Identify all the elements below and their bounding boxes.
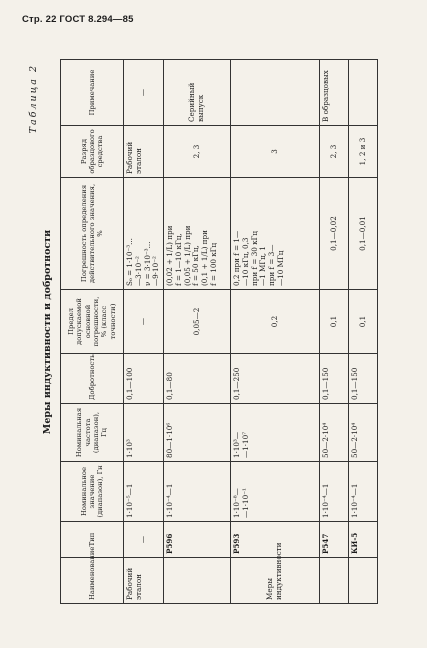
- cell-rank: 2, 3: [320, 126, 349, 178]
- header-row: [61, 60, 124, 604]
- col-error: Погрешность определения действительного значения, %: [61, 178, 124, 290]
- cell-limit: 0,1: [320, 290, 349, 354]
- col-frequency: Номинальная частота (диапазон), Гц: [61, 404, 124, 462]
- cell-nominal: 1·10⁻⁸— —1·10⁻¹: [231, 462, 320, 522]
- data-table: [60, 59, 378, 604]
- table-row: [164, 60, 231, 604]
- cell-quality: 0,1—80: [164, 354, 231, 404]
- cell-type: Р547: [320, 522, 349, 558]
- cell-nominal: 1·10⁻⁵—1: [124, 462, 164, 522]
- table-number: Таблица 2: [28, 64, 39, 134]
- cell-error: 0,2 при f = 1— —10 кГц, 0,3 при f = 30 кГц —1 МГц, 1 при f = 3— —10 МГц: [231, 178, 320, 290]
- cell-note: [231, 60, 320, 126]
- cell-limit: 0,1: [349, 290, 378, 354]
- rotated-page: [28, 60, 414, 604]
- cell-name: Рабочий эталон: [124, 558, 164, 604]
- table-row: [349, 60, 378, 604]
- cell-quality: 0,1—250: [231, 354, 320, 404]
- cell-rank: 2, 3: [164, 126, 231, 178]
- cell-error: (0,02 + 1/L) при f = 1—10 кГц, (0,05 + 1/L) при f = 50 кГц, (0,1 + 1/L) при f = 100 кГц: [164, 178, 231, 290]
- cell-error: 0,1—0,02: [320, 178, 349, 290]
- col-limit: Предел допускаемой основной погрешности, % (класс точности): [61, 290, 124, 354]
- cell-quality: 0,1—150: [320, 354, 349, 404]
- cell-note: —: [124, 60, 164, 126]
- cell-type: —: [124, 522, 164, 558]
- cell-frequency: 80—1·10⁶: [164, 404, 231, 462]
- cell-limit: —: [124, 290, 164, 354]
- cell-quality: 0,1—100: [124, 354, 164, 404]
- cell-note: В образцовых: [320, 60, 349, 126]
- cell-limit: 0,05—2: [164, 290, 231, 354]
- cell-name: Меры индуктивности: [231, 558, 320, 604]
- cell-rank: 3: [231, 126, 320, 178]
- cell-limit: 0,2: [231, 290, 320, 354]
- cell-frequency: 1·10³— —1·10⁷: [231, 404, 320, 462]
- table-row: [124, 60, 164, 604]
- page-header: Стр. 22 ГОСТ 8.294—85: [22, 14, 134, 25]
- cell-rank: Рабочий эталон: [124, 126, 164, 178]
- col-name: Наименование: [61, 558, 124, 604]
- col-rank: Разряд образцового средства: [61, 126, 124, 178]
- cell-rank: 1, 2 и 3: [349, 126, 378, 178]
- cell-note: [349, 60, 378, 126]
- cell-type: Р593: [231, 522, 320, 558]
- col-type: Тип: [61, 522, 124, 558]
- table-row: [320, 60, 349, 604]
- cell-name: [164, 558, 231, 604]
- cell-frequency: 50—2·10⁴: [320, 404, 349, 462]
- cell-error: S₀ = 1·10⁻³... —3·10⁻² ν = 3·10⁻³... —9·10⁻²: [124, 178, 164, 290]
- cell-name: [349, 558, 378, 604]
- cell-error: 0,1—0,01: [349, 178, 378, 290]
- cell-name: [320, 558, 349, 604]
- cell-type: КИ-5: [349, 522, 378, 558]
- cell-quality: 0,1—150: [349, 354, 378, 404]
- cell-nominal: 1·10⁻⁴—1: [349, 462, 378, 522]
- col-quality: Добротность: [61, 354, 124, 404]
- col-nominal: Номинальное значение (диапазон), Гн: [61, 462, 124, 522]
- col-note: Примечание: [61, 60, 124, 126]
- cell-nominal: 1·10⁻⁴—1: [164, 462, 231, 522]
- cell-frequency: 50—2·10⁴: [349, 404, 378, 462]
- cell-note: Серийный выпуск: [164, 60, 231, 126]
- cell-type: Р596: [164, 522, 231, 558]
- table-title: Меры индуктивности и добротности: [42, 229, 53, 435]
- cell-nominal: 1·10⁻⁴—1: [320, 462, 349, 522]
- cell-frequency: 1·10³: [124, 404, 164, 462]
- table-row: [231, 60, 320, 604]
